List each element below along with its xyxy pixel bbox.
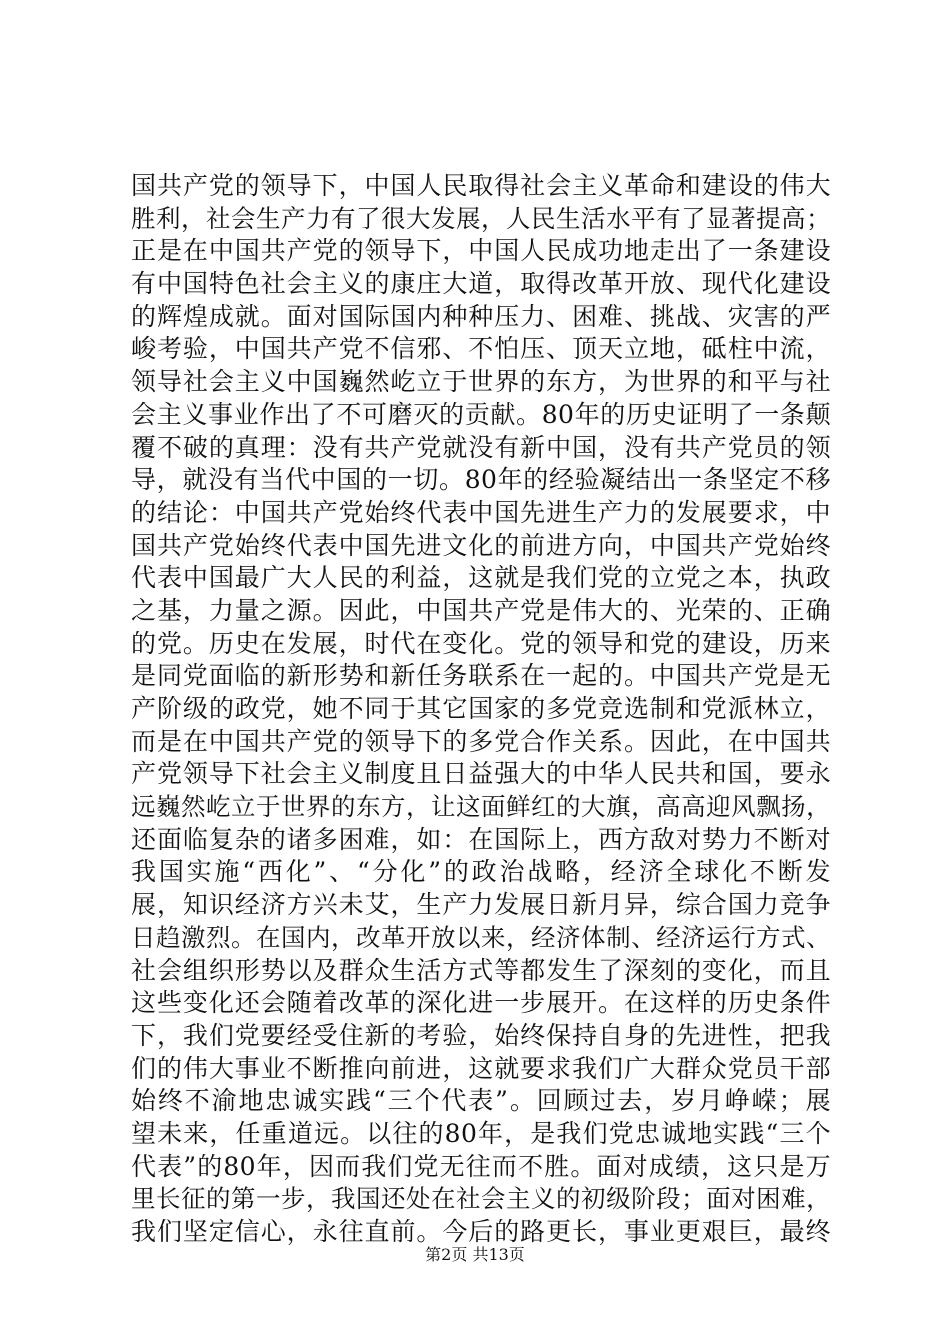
text-line: 产党领导下社会主义制度且日益强大的中华人民共和国，要永 — [131, 759, 831, 789]
text-line: 我国实施“西化”、“分化”的政治战略，经济全球化不断发 — [131, 857, 831, 887]
text-line: 社会组织形势以及群众生活方式等都发生了深刻的变化，而且 — [131, 955, 831, 985]
text-line: 会主义事业作出了不可磨灭的贡献。80年的历史证明了一条颠 — [131, 399, 831, 429]
text-line: 导，就没有当代中国的一切。80年的经验凝结出一条坚定不移 — [131, 465, 831, 495]
text-line: 的辉煌成就。面对国际国内种种压力、困难、挑战、灾害的严 — [131, 301, 831, 331]
text-line: 覆不破的真理：没有共产党就没有新中国，没有共产党员的领 — [131, 432, 831, 462]
body-text — [131, 170, 831, 1249]
text-line: 峻考验，中国共产党不信邪、不怕压、顶天立地，砥柱中流， — [131, 334, 831, 364]
text-line: 望未来，任重道远。以往的80年，是我们党忠诚地实践“三个 — [131, 1118, 831, 1148]
text-line: 代表中国最广大人民的利益，这就是我们党的立党之本，执政 — [131, 563, 831, 593]
text-line: 是同党面临的新形势和新任务联系在一起的。中国共产党是无 — [131, 661, 831, 691]
text-line: 还面临复杂的诸多困难，如：在国际上，西方敌对势力不断对 — [131, 824, 831, 854]
text-line: 而是在中国共产党的领导下的多党合作关系。因此，在中国共 — [131, 726, 831, 756]
text-line: 产阶级的政党，她不同于其它国家的多党竞选制和党派林立， — [131, 694, 831, 723]
text-line: 之基，力量之源。因此，中国共产党是伟大的、光荣的、正确 — [131, 595, 831, 625]
text-line: 国共产党始终代表中国先进文化的前进方向，中国共产党始终 — [131, 530, 831, 560]
text-line: 代表”的80年，因而我们党无往而不胜。面对成绩，这只是万 — [131, 1151, 831, 1181]
text-line: 领导社会主义中国巍然屹立于世界的东方，为世界的和平与社 — [131, 367, 831, 397]
text-line: 我们坚定信心，永往直前。今后的路更长，事业更艰巨，最终 — [131, 1217, 831, 1246]
page-footer: 第2页 共13页 — [425, 1245, 525, 1264]
text-line: 日趋激烈。在国内，改革开放以来，经济体制、经济运行方式、 — [131, 922, 831, 952]
text-line: 国共产党的领导下，中国人民取得社会主义革命和建设的伟大 — [131, 171, 831, 200]
text-line: 展，知识经济方兴未艾，生产力发展日新月异，综合国力竞争 — [131, 890, 831, 920]
text-line: 的党。历史在发展，时代在变化。党的领导和党的建设，历来 — [131, 628, 831, 658]
text-line: 胜利，社会生产力有了很大发展，人民生活水平有了显著提高； — [131, 203, 831, 233]
text-line: 正是在中国共产党的领导下，中国人民成功地走出了一条建设 — [131, 236, 831, 266]
text-line: 里长征的第一步，我国还处在社会主义的初级阶段；面对困难， — [131, 1184, 831, 1214]
text-line: 远巍然屹立于世界的东方，让这面鲜红的大旗，高高迎风飘扬， — [131, 792, 831, 822]
text-line: 始终不渝地忠诚实践“三个代表”。回顾过去，岁月峥嵘；展 — [131, 1086, 831, 1116]
text-line: 有中国特色社会主义的康庄大道，取得改革开放、现代化建设 — [131, 269, 831, 299]
text-line: 们的伟大事业不断推向前进，这就要求我们广大群众党员干部 — [131, 1053, 831, 1083]
text-line: 这些变化还会随着改革的深化进一步展开。在这样的历史条件 — [131, 988, 831, 1018]
text-line: 的结论：中国共产党始终代表中国先进生产力的发展要求，中 — [131, 497, 831, 527]
text-line: 下，我们党要经受住新的考验，始终保持自身的先进性，把我 — [131, 1020, 831, 1050]
